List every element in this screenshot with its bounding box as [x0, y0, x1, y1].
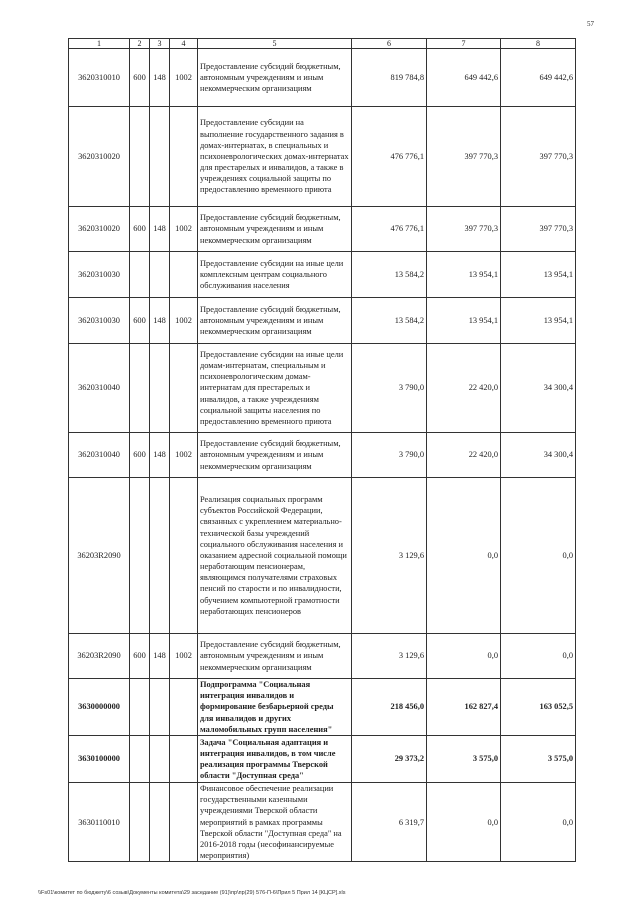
- expense-type: [130, 783, 150, 862]
- target-code: 3620310020: [69, 207, 130, 252]
- column-header: 7: [427, 39, 501, 49]
- ministry-code: 148: [150, 634, 170, 679]
- ministry-code: [150, 344, 170, 433]
- amount-col8: 3 575,0: [501, 736, 576, 783]
- section-code: [170, 252, 198, 298]
- amount-col6: 476 776,1: [352, 107, 427, 207]
- table-row: [69, 679, 576, 736]
- ministry-code: [150, 252, 170, 298]
- amount-col8: 34 300,4: [501, 433, 576, 478]
- description: Предоставление субсидий бюджетным, автономным учреждениям и иным некоммерческим организациям: [198, 207, 352, 252]
- ministry-code: [150, 783, 170, 862]
- table-row: [69, 634, 576, 679]
- amount-col7: 0,0: [427, 634, 501, 679]
- ministry-code: [150, 478, 170, 634]
- amount-col7: 649 442,6: [427, 49, 501, 107]
- target-code: 3620310030: [69, 298, 130, 344]
- amount-col6: 3 129,6: [352, 634, 427, 679]
- amount-col7: 13 954,1: [427, 298, 501, 344]
- amount-col7: 162 827,4: [427, 679, 501, 736]
- amount-col8: 163 052,5: [501, 679, 576, 736]
- amount-col6: 3 129,6: [352, 478, 427, 634]
- description: Финансовое обеспечение реализации государственными казенными учреждениями Тверской области мероприятий в рамках программы Тверской области "Доступная среда" на 2016-2018 годы (несофинансируемые мероприятия): [198, 783, 352, 862]
- description: Предоставление субсидий бюджетным, автономным учреждениям и иным некоммерческим организациям: [198, 433, 352, 478]
- column-header: 3: [150, 39, 170, 49]
- column-header: 2: [130, 39, 150, 49]
- table-row: [69, 252, 576, 298]
- amount-col7: 3 575,0: [427, 736, 501, 783]
- section-code: [170, 679, 198, 736]
- amount-col8: 0,0: [501, 783, 576, 862]
- target-code: 3620310030: [69, 252, 130, 298]
- expense-type: [130, 478, 150, 634]
- column-header: 4: [170, 39, 198, 49]
- section-code: [170, 736, 198, 783]
- table-row: [69, 207, 576, 252]
- table-row: [69, 298, 576, 344]
- budget-table: [68, 38, 576, 862]
- description: Предоставление субсидии на иные цели домам-интернатам, специальным и психоневрологическим домам-интернатам для престарелых и инвалидов, а также учреждениям социальной защиты населения по предоставлению временного приюта: [198, 344, 352, 433]
- table-row: [69, 49, 576, 107]
- target-code: 3620310040: [69, 344, 130, 433]
- section-code: [170, 344, 198, 433]
- amount-col7: 0,0: [427, 783, 501, 862]
- amount-col6: 819 784,8: [352, 49, 427, 107]
- expense-type: 600: [130, 207, 150, 252]
- section-code: [170, 478, 198, 634]
- amount-col6: 476 776,1: [352, 207, 427, 252]
- section-code: [170, 783, 198, 862]
- table-row: [69, 478, 576, 634]
- amount-col8: 34 300,4: [501, 344, 576, 433]
- amount-col6: 13 584,2: [352, 252, 427, 298]
- amount-col6: 13 584,2: [352, 298, 427, 344]
- description: Предоставление субсидий бюджетным, автономным учреждениям и иным некоммерческим организациям: [198, 634, 352, 679]
- amount-col8: 0,0: [501, 634, 576, 679]
- amount-col7: 397 770,3: [427, 207, 501, 252]
- table-row: [69, 107, 576, 207]
- amount-col8: 13 954,1: [501, 252, 576, 298]
- amount-col6: 3 790,0: [352, 433, 427, 478]
- description: Задача "Социальная адаптация и интеграция инвалидов, в том числе реализация программы Тверской области "Доступная среда": [198, 736, 352, 783]
- section-code: 1002: [170, 634, 198, 679]
- target-code: 3620310020: [69, 107, 130, 207]
- description: Предоставление субсидий бюджетным, автономным учреждениям и иным некоммерческим организациям: [198, 49, 352, 107]
- amount-col6: 6 319,7: [352, 783, 427, 862]
- target-code: 36203R2090: [69, 634, 130, 679]
- section-code: 1002: [170, 433, 198, 478]
- amount-col6: 3 790,0: [352, 344, 427, 433]
- description: Предоставление субсидии на иные цели комплексным центрам социального обслуживания населения: [198, 252, 352, 298]
- table-row: [69, 433, 576, 478]
- description: Предоставление субсидий бюджетным, автономным учреждениям и иным некоммерческим организациям: [198, 298, 352, 344]
- amount-col7: 22 420,0: [427, 344, 501, 433]
- amount-col7: 13 954,1: [427, 252, 501, 298]
- ministry-code: [150, 736, 170, 783]
- expense-type: [130, 252, 150, 298]
- target-code: 3620310010: [69, 49, 130, 107]
- expense-type: [130, 344, 150, 433]
- amount-col8: 649 442,6: [501, 49, 576, 107]
- column-header: 1: [69, 39, 130, 49]
- target-code: 3620310040: [69, 433, 130, 478]
- ministry-code: 148: [150, 433, 170, 478]
- amount-col7: 397 770,3: [427, 107, 501, 207]
- expense-type: 600: [130, 49, 150, 107]
- table-row: [69, 344, 576, 433]
- target-code: 3630110010: [69, 783, 130, 862]
- table-row: [69, 736, 576, 783]
- target-code: 3630100000: [69, 736, 130, 783]
- expense-type: 600: [130, 433, 150, 478]
- expense-type: 600: [130, 634, 150, 679]
- target-code: 3630000000: [69, 679, 130, 736]
- description: Подпрограмма "Социальная интеграция инвалидов и формирование безбарьерной среды для инвалидов и других маломобильных групп населения": [198, 679, 352, 736]
- file-path-footer: \\Fs01\комитет по бюджету\6 созыв\Документы комитета\29 заседание (91)\пр\пр(29) 576-П-6\Прил 5 Прил 14 [КЦСР].xls: [38, 890, 346, 896]
- target-code: 36203R2090: [69, 478, 130, 634]
- ministry-code: [150, 679, 170, 736]
- amount-col6: 218 456,0: [352, 679, 427, 736]
- table-row: [69, 783, 576, 862]
- section-code: [170, 107, 198, 207]
- column-header: 5: [198, 39, 352, 49]
- section-code: 1002: [170, 207, 198, 252]
- description: Предоставление субсидии на выполнение государственного задания в домах-интернатах, в специальных и психоневрологических домах-интернатах для престарелых и инвалидов, а также в учреждениях социальной защиты по предоставлению временного приюта: [198, 107, 352, 207]
- amount-col8: 13 954,1: [501, 298, 576, 344]
- ministry-code: 148: [150, 207, 170, 252]
- description: Реализация социальных программ субъектов Российской Федерации, связанных с укреплением материально-технической базы учреждений социального обслуживания населения и оказанием адресной социальной помощи неработающим пенсионерам, являющимся получателями страховых пенсий по старости и по инвалидности, обучением компьютерной грамотности неработающих пенсионеров: [198, 478, 352, 634]
- amount-col7: 0,0: [427, 478, 501, 634]
- expense-type: 600: [130, 298, 150, 344]
- section-code: 1002: [170, 49, 198, 107]
- amount-col8: 0,0: [501, 478, 576, 634]
- amount-col6: 29 373,2: [352, 736, 427, 783]
- amount-col8: 397 770,3: [501, 207, 576, 252]
- expense-type: [130, 107, 150, 207]
- amount-col8: 397 770,3: [501, 107, 576, 207]
- column-header: 8: [501, 39, 576, 49]
- table-header-row: [69, 39, 576, 49]
- expense-type: [130, 679, 150, 736]
- expense-type: [130, 736, 150, 783]
- ministry-code: 148: [150, 298, 170, 344]
- ministry-code: 148: [150, 49, 170, 107]
- page-number: 57: [587, 20, 594, 28]
- ministry-code: [150, 107, 170, 207]
- column-header: 6: [352, 39, 427, 49]
- section-code: 1002: [170, 298, 198, 344]
- amount-col7: 22 420,0: [427, 433, 501, 478]
